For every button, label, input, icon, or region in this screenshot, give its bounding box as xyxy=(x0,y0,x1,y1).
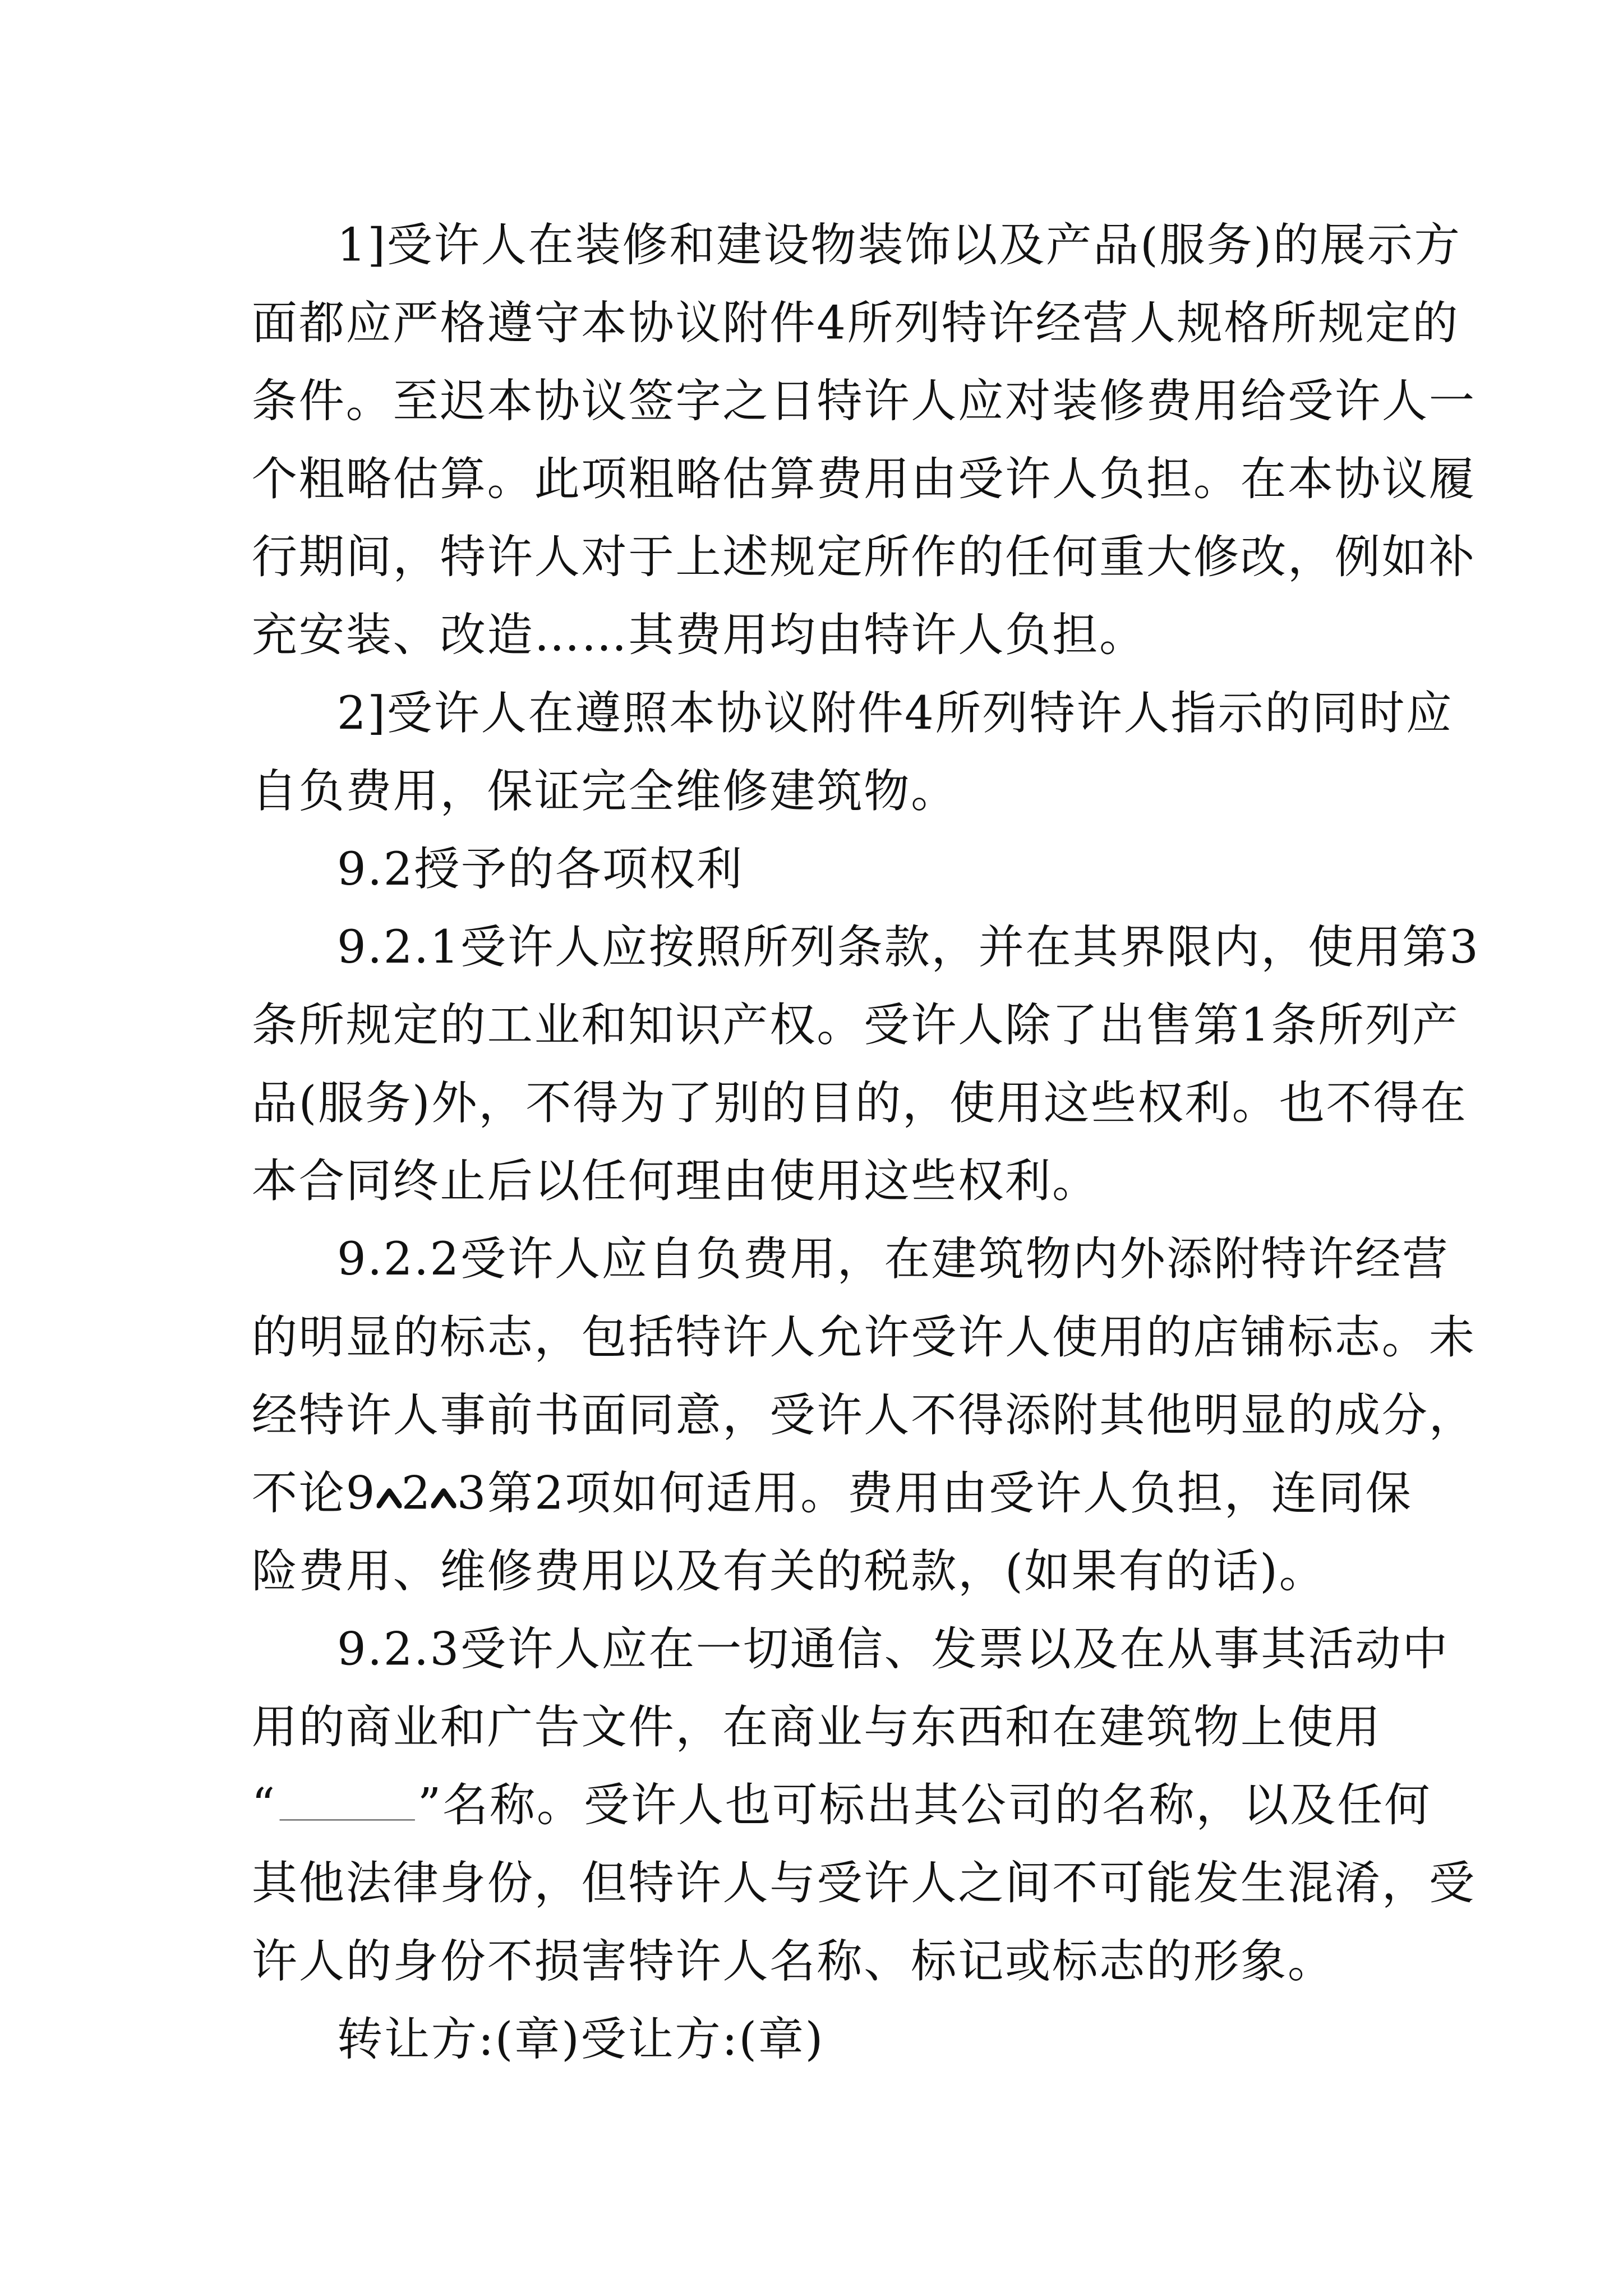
open-quote: “ xyxy=(251,1779,276,1833)
paragraph-9-2-3-line-1: 9.2.3受许人应在一切通信、发票以及在从事其活动中 xyxy=(336,1623,1450,1677)
paragraph-9-2-2-line-1: 9.2.2受许人应自负费用，在建筑物内外添附特许经营 xyxy=(336,1233,1450,1287)
signature-line: 转让方:(章)受让方:(章) xyxy=(336,2013,825,2067)
paragraph-9-2-1-line-3: 品(服务)外，不得为了别的目的，使用这些权利。也不得在 xyxy=(251,1077,1468,1131)
paragraph-9-2-2-line-3: 经特许人事前书面同意，受许人不得添附其他明显的成分， xyxy=(251,1389,1476,1443)
paragraph-9-2-2-line-4 xyxy=(252,1465,1413,1524)
paragraph-9-2-3-line-5: 许人的身份不损害特许人名称、标记或标志的形象。 xyxy=(251,1935,1335,1989)
paragraph-9-2-3-line-2: 用的商业和广告文件，在商业与东西和在建筑物上使用 xyxy=(251,1701,1382,1755)
paragraph-2-line-2: 自负费用，保证完全维修建筑物。 xyxy=(251,765,958,818)
section-heading-9-2: 9.2授予的各项权利 xyxy=(336,843,744,896)
paragraph-9-2-2-line-2: 的明显的标志，包括特许人允许受许人使用的店铺标志。未 xyxy=(251,1311,1476,1365)
line-text-segment: 3第2项如何适用。费用由受许人负担，连同保 xyxy=(457,1467,1413,1521)
paragraph-9-2-1-line-1: 9.2.1受许人应按照所列条款，并在其界限内，使用第3 xyxy=(336,921,1480,974)
line-text-segment: ”名称。受许人也可标出其公司的名称，以及任何 xyxy=(417,1779,1432,1833)
paragraph-9-2-2-line-5: 险费用、维修费用以及有关的税款，(如果有的话)。 xyxy=(251,1545,1326,1599)
paragraph-1-line-1: 1]受许人在装修和建设物装饰以及产品(服务)的展示方 xyxy=(336,219,1461,273)
paragraph-1-line-3: 条件。至迟本协议签字之日特许人应对装修费用给受许人一 xyxy=(251,375,1476,429)
caret-icon xyxy=(432,1481,457,1513)
paragraph-9-2-3-line-3 xyxy=(252,1777,1432,1835)
paragraph-1-line-2: 面都应严格遵守本协议附件4所列特许经营人规格所规定的 xyxy=(251,297,1460,351)
paragraph-1-line-4: 个粗略估算。此项粗略估算费用由受许人负担。在本协议履 xyxy=(251,453,1476,507)
line-text-segment: 2 xyxy=(401,1467,432,1521)
paragraph-9-2-3-line-4: 其他法律身份，但特许人与受许人之间不可能发生混淆，受 xyxy=(251,1857,1476,1911)
caret-icon xyxy=(376,1481,402,1513)
paragraph-9-2-1-line-2: 条所规定的工业和知识产权。受许人除了出售第1条所列产 xyxy=(251,999,1460,1053)
paragraph-1-line-6: 充安装、改造……其费用均由特许人负担。 xyxy=(251,609,1146,662)
paragraph-1-line-5: 行期间，特许人对于上述规定所作的任何重大修改，例如补 xyxy=(251,531,1476,585)
name-blank-field xyxy=(279,1784,414,1821)
line-text-segment: 不论9 xyxy=(251,1467,376,1521)
paragraph-9-2-1-line-4: 本合同终止后以任何理由使用这些权利。 xyxy=(251,1155,1099,1209)
paragraph-2-line-1: 2]受许人在遵照本协议附件4所列特许人指示的同时应 xyxy=(336,687,1454,740)
